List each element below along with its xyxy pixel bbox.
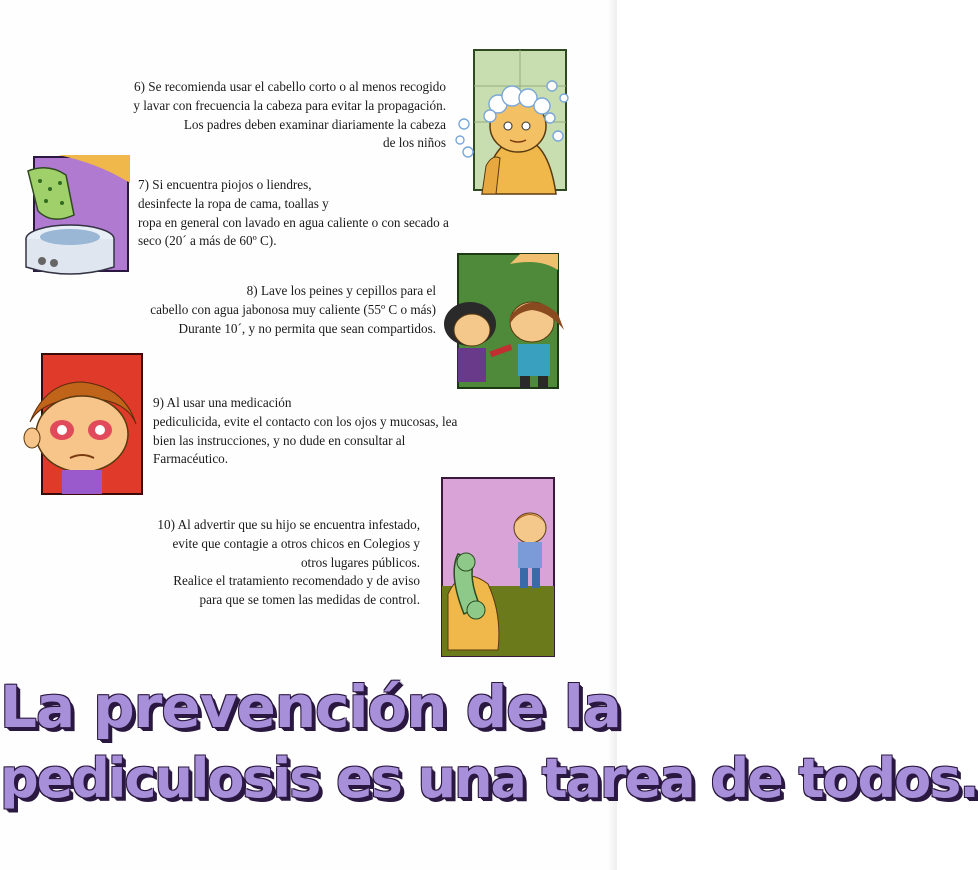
tip-9-line-2: pediculicida, evite el contacto con los ojos y mucosas, lea: [153, 413, 458, 429]
tip-6-line-4: de los niños: [382, 135, 446, 151]
tip-8-line-3: Durante 10´, y no permita que sean compartidos.: [178, 320, 436, 336]
tip-7: [138, 176, 518, 251]
tip-6-line-1: 6) Se recomienda usar el cabello corto o al menos recogido: [134, 79, 446, 94]
tip-6-line-2: y lavar con frecuencia la cabeza para evitar la propagación.: [133, 97, 446, 113]
washing-machine-icon: [18, 155, 130, 275]
tip-6: [70, 78, 446, 153]
tip-7-line-2: desinfecte la ropa de cama, toallas y: [138, 195, 329, 211]
headline-line-2: pediculosis es una tarea de todos.: [0, 747, 978, 810]
tip-10-line-4: Realice el tratamiento recomendado y de aviso: [173, 573, 420, 589]
tip-8-line-1: 8) Lave los peines y cepillos para el: [246, 283, 436, 298]
tip-9-line-1: 9) Al usar una medicación: [153, 395, 292, 410]
headline-line-1: La prevención de la: [0, 673, 621, 741]
child-washing-hair-icon: [452, 46, 570, 194]
child-irritated-eyes-icon: [16, 352, 146, 498]
tip-7-line-3: ropa en general con lavado en agua caliente o con secado a: [138, 214, 449, 230]
tip-10-line-5: para que se tomen las medidas de control.: [199, 592, 420, 608]
tip-10: [80, 516, 420, 610]
tip-10-line-1: 10) Al advertir que su hijo se encuentra infestado,: [157, 517, 420, 532]
tip-10-line-3: otros lugares públicos.: [300, 554, 420, 570]
tip-7-line-4: seco (20´ a más de 60º C).: [138, 233, 277, 249]
tip-10-line-2: evite que contagie a otros chicos en Colegios y: [172, 535, 420, 551]
tip-8: [100, 282, 436, 338]
tip-9-line-3: bien las instrucciones, y no dude en consultar al: [153, 432, 406, 448]
children-sharing-comb-icon: [440, 252, 575, 392]
tip-6-line-3: Los padres deben examinar diariamente la cabeza: [183, 116, 446, 132]
tip-8-line-2: cabello con agua jabonosa muy caliente (55º C o más): [150, 301, 436, 317]
tip-9: [153, 394, 513, 469]
phone-call-child-icon: [438, 474, 558, 660]
tip-9-line-4: Farmacéutico.: [153, 451, 229, 467]
tip-7-line-1: 7) Si encuentra piojos o liendres,: [138, 177, 312, 192]
